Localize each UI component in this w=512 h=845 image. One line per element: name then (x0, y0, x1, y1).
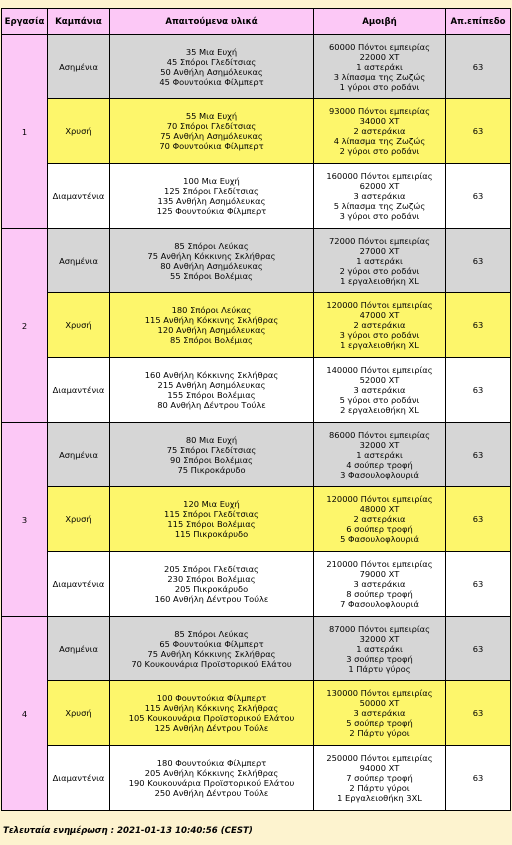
reward-item: 3 γύροι στο ροδάνι (339, 330, 420, 340)
required-level: 63 (446, 358, 511, 423)
table-header (2, 9, 511, 35)
required-level: 63 (446, 99, 511, 164)
reward-item: 3 λίπασμα της Ζωζώς (333, 71, 426, 82)
material-item: 115 Σπόροι Βολέμιας (167, 519, 256, 529)
material-item: 115 Ανθήλη Κόκκινης Σκλήθρας (144, 315, 279, 325)
material-item: 125 Ανθήλη Δέντρου Τούλε (154, 723, 269, 733)
table-row (2, 746, 511, 811)
table-row (2, 617, 511, 681)
material-item: 125 Φουντούκια Φίλμπερτ (156, 206, 267, 216)
materials-cell (110, 99, 314, 164)
reward-item: 120000 Πόντοι εμπειρίας (326, 494, 433, 504)
material-item: 250 Ανθήλη Δέντρου Τούλε (154, 788, 269, 798)
materials-cell (110, 681, 314, 746)
material-item: 35 Μια Ευχή (185, 46, 238, 57)
table-row (2, 293, 511, 358)
reward-cell (314, 293, 446, 358)
material-item: 115 Ανθήλη Κόκκινης Σκλήθρας (144, 703, 279, 713)
reward-cell (314, 164, 446, 229)
material-item: 45 Φουντούκια Φίλμπερτ (159, 76, 264, 87)
material-item: 75 Πικροκάρυδο (177, 464, 246, 475)
reward-item: 50000 ΧΤ (359, 698, 400, 708)
material-item: 50 Ανθήλη Ασημόλευκας (160, 66, 263, 77)
header-task: Εργασία (2, 9, 48, 35)
reward-item: 62000 ΧΤ (359, 181, 400, 191)
required-level: 63 (446, 552, 511, 617)
reward-item: 34000 ΧΤ (359, 116, 400, 126)
materials-cell (110, 487, 314, 552)
task-number: 2 (2, 229, 48, 423)
material-item: 160 Ανθήλη Κόκκινης Σκλήθρας (144, 370, 279, 380)
table-row (2, 99, 511, 164)
header-reward: Αμοιβή (314, 9, 446, 35)
material-item: 100 Φουντούκια Φίλμπερτ (156, 693, 267, 703)
reward-cell (314, 746, 446, 811)
reward-cell (314, 487, 446, 552)
material-item: 230 Σπόροι Βολέμιας (167, 574, 256, 584)
task-number: 4 (2, 617, 48, 811)
material-item: 80 Μια Ευχή (185, 434, 238, 445)
reward-item: 120000 Πόντοι εμπειρίας (326, 300, 433, 310)
reward-item: 2 εργαλειοθήκη XL (340, 405, 419, 415)
reward-item: 27000 ΧΤ (359, 245, 400, 256)
required-level: 63 (446, 293, 511, 358)
material-item: 75 Σπόροι Γλεδίτσιας (166, 444, 257, 455)
required-level: 63 (446, 681, 511, 746)
reward-item: 1 Εργαλειοθήκη 3XL (337, 793, 422, 803)
reward-item: 210000 Πόντοι εμπειρίας (326, 559, 433, 569)
reward-item: 4 σούπερ τροφή (346, 459, 413, 470)
table-row (2, 487, 511, 552)
reward-cell (314, 423, 446, 487)
material-item: 155 Σπόροι Βολέμιας (167, 390, 256, 400)
reward-item: 1 αστεράκι (356, 643, 403, 654)
table-row (2, 358, 511, 423)
reward-item: 5 γύροι στο ροδάνι (339, 395, 420, 405)
table-row (2, 681, 511, 746)
material-item: 70 Φουντούκια Φίλμπερτ (159, 141, 264, 151)
material-item: 70 Κουκουνάρια Προϊστορικού Ελάτου (131, 658, 292, 669)
reward-item: 32000 ΧΤ (359, 633, 400, 644)
table-row (2, 423, 511, 487)
table-row (2, 164, 511, 229)
reward-item: 250000 Πόντοι εμπειρίας (326, 753, 433, 763)
reward-item: 7 Φασουλοφλουριά (340, 599, 419, 609)
material-item: 85 Σπόροι Βολέμιας (170, 335, 253, 345)
campaign-diamond: Διαμαντένια (48, 358, 110, 423)
materials-cell (110, 358, 314, 423)
campaign-diamond: Διαμαντένια (48, 164, 110, 229)
required-level: 63 (446, 423, 511, 487)
reward-cell (314, 358, 446, 423)
materials-cell (110, 35, 314, 99)
material-item: 75 Ανθήλη Ασημόλευκας (160, 131, 263, 141)
materials-cell (110, 617, 314, 681)
table-body (2, 35, 511, 811)
table-row (2, 229, 511, 293)
campaign-gold: Χρυσή (48, 293, 110, 358)
reward-item: 22000 ΧΤ (359, 51, 400, 62)
material-item: 120 Μια Ευχή (183, 499, 240, 509)
required-level: 63 (446, 487, 511, 552)
reward-item: 52000 ΧΤ (359, 375, 400, 385)
reward-item: 86000 Πόντοι εμπειρίας (329, 429, 430, 440)
reward-item: 2 αστεράκια (353, 514, 406, 524)
campaign-diamond: Διαμαντένια (48, 746, 110, 811)
campaign-silver: Ασημένια (48, 35, 110, 99)
materials-cell (110, 552, 314, 617)
reward-cell (314, 552, 446, 617)
material-item: 55 Σπόροι Βολέμιας (170, 270, 253, 281)
reward-item: 1 αστεράκι (356, 449, 403, 460)
reward-item: 3 αστεράκια (353, 708, 406, 718)
reward-item: 2 αστεράκια (353, 320, 406, 330)
material-item: 85 Σπόροι Λεύκας (174, 240, 249, 251)
material-item: 115 Σπόροι Γλεδίτσιας (164, 509, 259, 519)
material-item: 190 Κουκουνάρια Προϊστορικού Ελάτου (128, 778, 295, 788)
reward-cell (314, 35, 446, 99)
material-item: 205 Ανθήλη Κόκκινης Σκλήθρας (144, 768, 279, 778)
campaign-gold: Χρυσή (48, 99, 110, 164)
table-row (2, 35, 511, 99)
reward-item: 48000 ΧΤ (359, 504, 400, 514)
last-updated: Τελευταία ενημέρωση : 2021-01-13 10:40:56 (CEST) (3, 826, 253, 836)
reward-item: 1 γύροι στο ροδάνι (339, 81, 420, 92)
reward-item: 1 εργαλειοθήκη XL (340, 340, 419, 350)
reward-item: 32000 ΧΤ (359, 439, 400, 450)
materials-cell (110, 423, 314, 487)
campaign-gold: Χρυσή (48, 487, 110, 552)
reward-item: 2 Πάρτυ γύροι (349, 728, 410, 738)
reward-item: 94000 ΧΤ (359, 763, 400, 773)
campaign-diamond: Διαμαντένια (48, 552, 110, 617)
campaign-silver: Ασημένια (48, 617, 110, 681)
required-level: 63 (446, 35, 511, 99)
reward-item: 47000 ΧΤ (359, 310, 400, 320)
materials-cell (110, 293, 314, 358)
reward-item: 140000 Πόντοι εμπειρίας (326, 365, 433, 375)
reward-item: 2 Πάρτυ γύροι (349, 783, 410, 793)
material-item: 120 Ανθήλη Ασημόλευκας (157, 325, 266, 335)
reward-item: 5 λίπασμα της Ζωζώς (333, 201, 426, 211)
material-item: 70 Σπόροι Γλεδίτσιας (166, 121, 257, 131)
task-number: 3 (2, 423, 48, 617)
table-row (2, 552, 511, 617)
material-item: 75 Ανθήλη Κόκκινης Σκλήθρας (147, 250, 276, 261)
required-level: 63 (446, 746, 511, 811)
materials-cell (110, 229, 314, 293)
material-item: 85 Σπόροι Λεύκας (174, 628, 249, 639)
material-item: 105 Κουκουνάρια Προϊστορικού Ελάτου (128, 713, 295, 723)
reward-item: 3 αστεράκια (353, 579, 406, 589)
header-level: Απ.επίπεδο (446, 9, 511, 35)
reward-item: 93000 Πόντοι εμπειρίας (329, 106, 430, 116)
reward-item: 3 σούπερ τροφή (346, 653, 413, 664)
required-level: 63 (446, 229, 511, 293)
reward-cell (314, 617, 446, 681)
reward-item: 7 σούπερ τροφή (346, 773, 413, 783)
reward-item: 60000 Πόντοι εμπειρίας (329, 41, 430, 52)
reward-item: 130000 Πόντοι εμπειρίας (326, 688, 433, 698)
reward-item: 1 αστεράκι (356, 255, 403, 266)
reward-item: 3 αστεράκια (353, 385, 406, 395)
material-item: 215 Ανθήλη Ασημόλευκας (157, 380, 266, 390)
reward-item: 2 αστεράκια (353, 126, 406, 136)
reward-cell (314, 99, 446, 164)
reward-item: 1 εργαλειοθήκη XL (340, 275, 419, 286)
material-item: 80 Ανθήλη Ασημόλευκας (160, 260, 263, 271)
reward-item: 1 αστεράκι (356, 61, 403, 72)
material-item: 205 Σπόροι Γλεδίτσιας (164, 564, 259, 574)
reward-item: 79000 ΧΤ (359, 569, 400, 579)
task-number: 1 (2, 35, 48, 229)
reward-item: 3 αστεράκια (353, 191, 406, 201)
material-item: 135 Ανθήλη Ασημόλευκας (157, 196, 266, 206)
material-item: 65 Φουντούκια Φίλμπερτ (159, 638, 264, 649)
materials-cell (110, 746, 314, 811)
reward-item: 2 γύροι στο ροδάνι (339, 146, 420, 156)
header-campaign: Καμπάνια (48, 9, 110, 35)
reward-item: 3 Φασουλοφλουριά (340, 469, 419, 480)
campaign-gold: Χρυσή (48, 681, 110, 746)
reward-item: 87000 Πόντοι εμπειρίας (329, 623, 430, 634)
materials-cell (110, 164, 314, 229)
reward-item: 160000 Πόντοι εμπειρίας (326, 171, 433, 181)
required-level: 63 (446, 164, 511, 229)
reward-item: 2 γύροι στο ροδάνι (339, 265, 420, 276)
tasks-table (1, 8, 511, 811)
reward-item: 5 σούπερ τροφή (346, 718, 413, 728)
material-item: 100 Μια Ευχή (183, 176, 240, 186)
material-item: 125 Σπόροι Γλεδίτσιας (164, 186, 259, 196)
material-item: 180 Φουντούκια Φίλμπερτ (156, 758, 267, 768)
material-item: 75 Ανθήλη Κόκκινης Σκλήθρας (147, 648, 276, 659)
required-level: 63 (446, 617, 511, 681)
reward-item: 8 σούπερ τροφή (346, 589, 413, 599)
header-materials: Απαιτούμενα υλικά (110, 9, 314, 35)
header-row (2, 9, 511, 35)
reward-cell (314, 681, 446, 746)
reward-cell (314, 229, 446, 293)
reward-item: 72000 Πόντοι εμπειρίας (329, 235, 430, 246)
reward-item: 4 λίπασμα της Ζωζώς (333, 136, 426, 146)
reward-item: 5 Φασουλοφλουριά (340, 534, 419, 544)
material-item: 90 Σπόροι Βολέμιας (170, 454, 253, 465)
material-item: 55 Μια Ευχή (185, 111, 238, 121)
material-item: 45 Σπόροι Γλεδίτσιας (166, 56, 257, 67)
campaign-silver: Ασημένια (48, 229, 110, 293)
reward-item: 1 Πάρτυ γύρος (348, 663, 411, 674)
material-item: 115 Πικροκάρυδο (174, 529, 249, 539)
reward-item: 3 γύροι στο ροδάνι (339, 211, 420, 221)
material-item: 180 Σπόροι Λεύκας (171, 305, 252, 315)
reward-item: 6 σούπερ τροφή (346, 524, 413, 534)
campaign-silver: Ασημένια (48, 423, 110, 487)
material-item: 160 Ανθήλη Δέντρου Τούλε (154, 594, 269, 604)
material-item: 205 Πικροκάρυδο (174, 584, 249, 594)
material-item: 80 Ανθήλη Δέντρου Τούλε (157, 400, 266, 410)
